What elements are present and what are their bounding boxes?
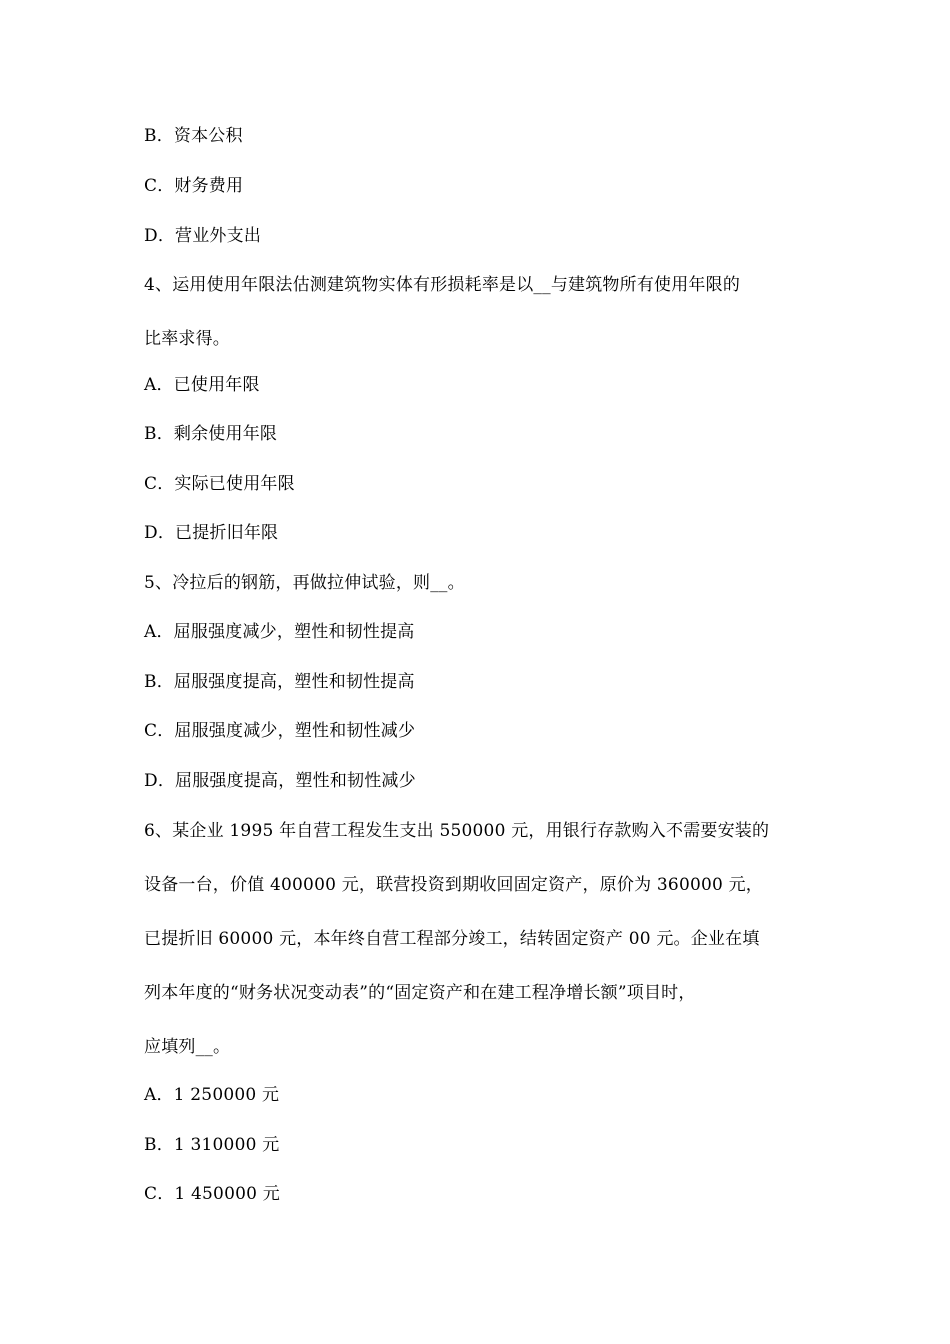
q5-option-d: D．屈服强度提高，塑性和韧性减少 — [144, 771, 416, 791]
q5-option-c: C．屈服强度减少，塑性和韧性减少 — [144, 721, 416, 741]
q5-option-b: B．屈服强度提高，塑性和韧性提高 — [144, 672, 415, 692]
q6-option-c: C．1 450000 元 — [144, 1184, 280, 1204]
q5-question: 5、冷拉后的钢筋，再做拉伸试验，则__。 — [144, 573, 465, 593]
q3-option-b: B．资本公积 — [144, 126, 243, 146]
q5-option-a: A．屈服强度减少，塑性和韧性提高 — [144, 622, 415, 642]
q3-option-c: C．财务费用 — [144, 176, 244, 196]
q6-question-line-5: 应填列__。 — [144, 1037, 231, 1057]
q4-option-b: B．剩余使用年限 — [144, 424, 278, 444]
q4-question-line-2: 比率求得。 — [144, 329, 230, 349]
q6-question-line-2: 设备一台，价值 400000 元，联营投资到期收回固定资产，原价为 360000 元， — [144, 875, 764, 895]
q4-option-a: A．已使用年限 — [144, 375, 260, 395]
q6-option-b: B．1 310000 元 — [144, 1135, 280, 1155]
q6-option-a: A．1 250000 元 — [144, 1085, 280, 1105]
q4-option-c: C．实际已使用年限 — [144, 474, 295, 494]
q6-question-line-4: 列本年度的“财务状况变动表”的“固定资产和在建工程净增长额”项目时， — [144, 983, 696, 1003]
q6-question-line-1: 6、某企业 1995 年自营工程发生支出 550000 元，用银行存款购入不需要安装的 — [144, 821, 770, 841]
q4-option-d: D．已提折旧年限 — [144, 523, 279, 543]
q4-question-line-1: 4、运用使用年限法估测建筑物实体有形损耗率是以__与建筑物所有使用年限的 — [144, 275, 741, 295]
q6-question-line-3: 已提折旧 60000 元，本年终自营工程部分竣工，结转固定资产 00 元。企业在填 — [144, 929, 760, 949]
q3-option-d: D．营业外支出 — [144, 226, 262, 246]
